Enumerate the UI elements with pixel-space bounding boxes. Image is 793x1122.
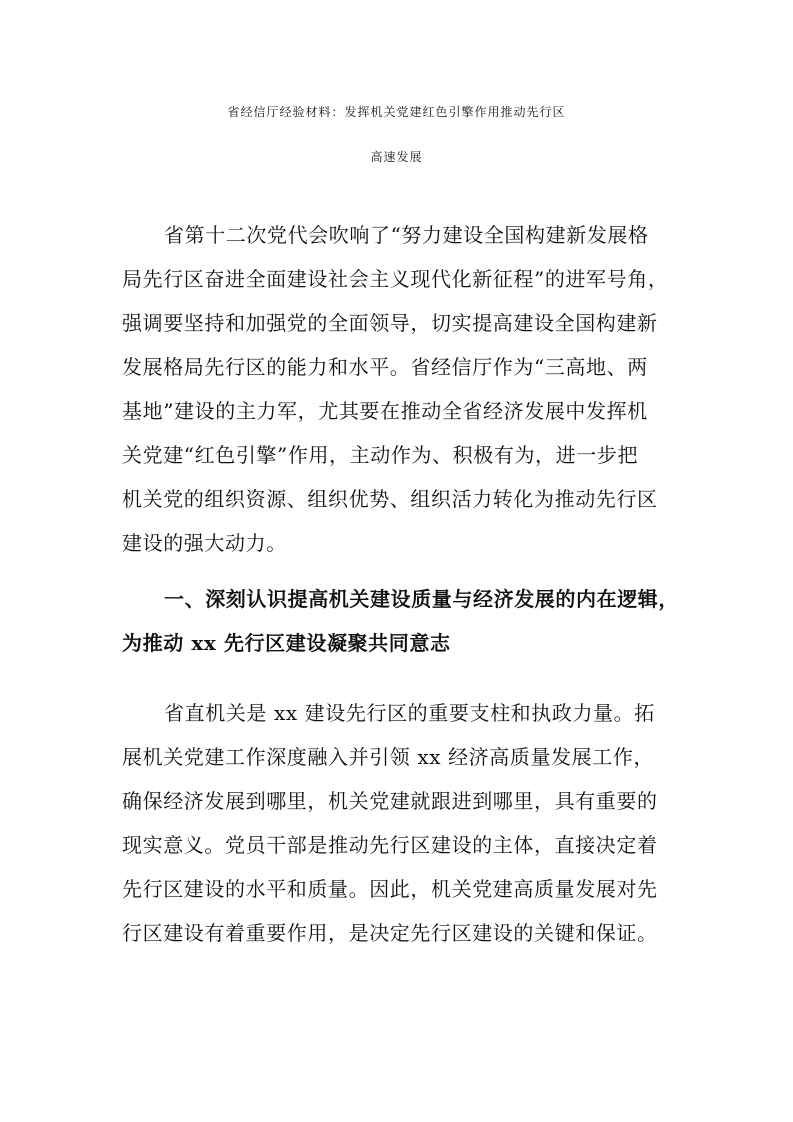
paragraph-line: 机关党的组织资源、组织优势、组织活力转化为推动先行区 bbox=[122, 487, 658, 511]
section-heading-line: 一、深刻认识提高机关建设质量与经济发展的内在逻辑， bbox=[164, 587, 679, 611]
paragraph-line: 展机关党建工作深度融入并引领 xx 经济高质量发展工作， bbox=[122, 745, 655, 769]
paragraph-line: 现实意义。党员干部是推动先行区建设的主体，直接决定着 bbox=[122, 833, 658, 857]
paragraph-line: 省第十二次党代会吹响了“努力建设全国构建新发展格 bbox=[164, 223, 649, 247]
paragraph-line: 省直机关是 xx 建设先行区的重要支柱和执政力量。拓 bbox=[164, 701, 655, 725]
document-title-line-1: 省经信厅经验材料：发挥机关党建红色引擎作用推动先行区 bbox=[227, 105, 566, 119]
paragraph-line: 基地”建设的主力军，尤其要在推动全省经济发展中发挥机 bbox=[122, 399, 648, 423]
paragraph-line: 行区建设有着重要作用，是决定先行区建设的关键和保证。 bbox=[122, 921, 658, 945]
paragraph-line: 强调要坚持和加强党的全面领导，切实提高建设全国构建新 bbox=[122, 311, 658, 335]
document-title-line-2: 高速发展 bbox=[370, 150, 423, 164]
paragraph-line: 先行区建设的水平和质量。因此，机关党建高质量发展对先 bbox=[122, 877, 658, 901]
paragraph-line: 发展格局先行区的能力和水平。省经信厅作为“三高地、两 bbox=[122, 355, 648, 379]
paragraph-line: 局先行区奋进全面建设社会主义现代化新征程”的进军号角， bbox=[122, 267, 669, 291]
section-heading-line: 为推动 xx 先行区建设凝聚共同意志 bbox=[122, 631, 451, 655]
paragraph-line: 确保经济发展到哪里，机关党建就跟进到哪里，具有重要的 bbox=[122, 789, 658, 813]
paragraph-line: 建设的强大动力。 bbox=[122, 531, 287, 555]
paragraph-line: 关党建“红色引擎”作用，主动作为、积极有为，进一步把 bbox=[122, 443, 639, 467]
